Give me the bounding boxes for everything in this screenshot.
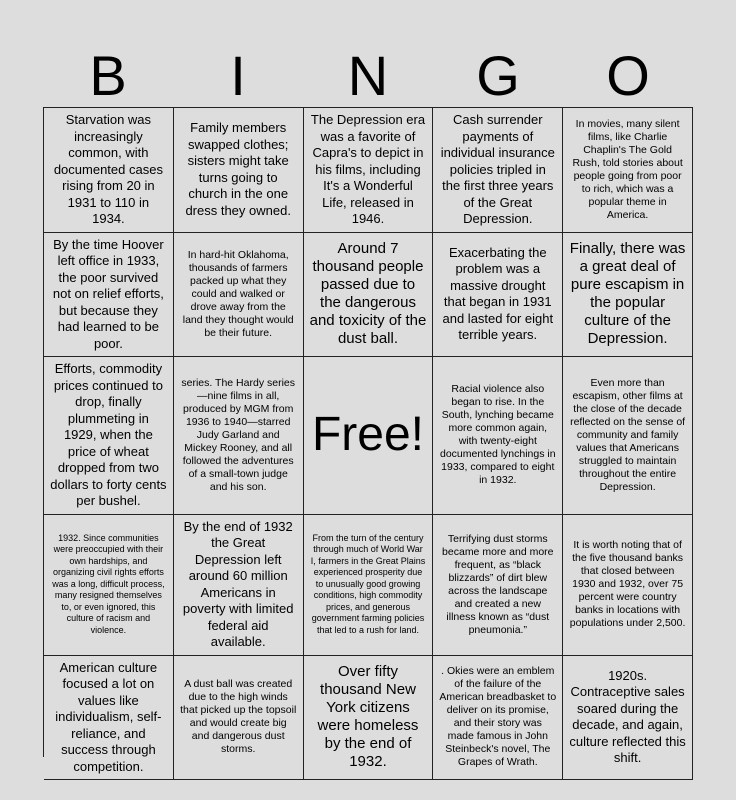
bingo-cell[interactable]: [174, 515, 304, 656]
bingo-cell[interactable]: [433, 656, 563, 781]
cell-text: In movies, many silent films, like Charlie Chaplin's The Gold Rush, told stories about people going from poor to rich, which was a popular theme in America.: [572, 117, 683, 221]
bingo-cell[interactable]: [174, 108, 304, 233]
cell-text: By the end of 1932 the Great Depression left around 60 million Americans in poverty with limited federal aid available.: [182, 518, 294, 649]
bingo-cell[interactable]: [44, 108, 174, 233]
bingo-cell[interactable]: [44, 656, 174, 781]
header-letter-n: N: [347, 44, 389, 107]
free-space-text: Free!: [311, 408, 424, 462]
bingo-cell[interactable]: [44, 233, 174, 358]
bingo-cell[interactable]: [174, 656, 304, 781]
header-letter-o: O: [606, 44, 650, 107]
bingo-cell[interactable]: [433, 515, 563, 656]
cell-text: Exacerbating the problem was a massive drought that began in 1931 and lasted for eight terrible years.: [442, 244, 554, 343]
cell-text: Even more than escapism, other films at the close of the decade reflected on the sense of community and family values that Americans struggled to maintain throughout the entire Depression.: [570, 376, 686, 493]
cell-text: Cash surrender payments of individual insurance policies tripled in the first three years of the Great Depression.: [440, 112, 555, 226]
bingo-card-grid: [43, 107, 693, 774]
bingo-cell[interactable]: [44, 357, 174, 515]
cell-text: series. The Hardy series—nine films in all, produced by MGM from 1936 to 1940—starred Judy Garland and Mickey Rooney, and all followed the adventures of a small-town judge and his son.: [181, 376, 295, 493]
cell-text: A dust ball was created due to the high winds that picked up the topsoil and would create big and dangerous dust storms.: [180, 678, 297, 756]
header-letter-g: G: [476, 44, 520, 107]
bingo-cell[interactable]: [44, 515, 174, 656]
bingo-cell[interactable]: [433, 357, 563, 515]
header-letter-i: I: [230, 44, 246, 107]
bingo-cell[interactable]: [304, 233, 434, 358]
cell-text: Starvation was increasingly common, with documented cases rising from 20 in 1931 to 110 in 1934.: [53, 112, 163, 226]
cell-text: Family members swapped clothes; sisters might take turns going to church in the one dress they owned.: [185, 120, 291, 218]
cell-text: 1932. Since communities were preoccupied with their own hardships, and organizing civil rights efforts was a long, difficult process, many resigned themselves to, or even ignored, this culture of racism and violence.: [52, 532, 165, 635]
cell-text: . Okies were an emblem of the failure of the American breadbasket to deliver on its promise, and their story was made famous in John Steinbeck's novel, The Grapes of Wrath.: [439, 665, 557, 769]
bingo-cell[interactable]: [174, 233, 304, 358]
cell-text: Racial violence also began to rise. In the South, lynching became more common again, with twenty-eight documented lynchings in 1933, compared to eight in 1932.: [440, 383, 556, 487]
cell-text: It is worth noting that of the five thousand banks that closed between 1930 and 1932, over 75 percent were country banks in locations with populations under 2,500.: [569, 539, 686, 629]
cell-text: Efforts, commodity prices continued to drop, finally plummeting in 1929, when the price of wheat dropped from two dollars to forty cents per bushel.: [50, 361, 167, 508]
bingo-cell[interactable]: [304, 656, 434, 781]
bingo-cell[interactable]: [563, 233, 693, 358]
cell-text: Terrifying dust storms became more and more frequent, as “black blizzards” of dirt blew across the landscape and created a new illness known as “dust pneumonia.”: [442, 532, 554, 636]
cell-text: By the time Hoover left office in 1933, the poor survived not on relief efforts, but because they had learned to be poor.: [52, 236, 164, 351]
bingo-cell[interactable]: [433, 233, 563, 358]
cell-text: Finally, there was a great deal of pure escapism in the popular culture of the Depression.: [569, 240, 686, 348]
bingo-cell[interactable]: [563, 108, 693, 233]
bingo-header: [43, 44, 693, 108]
cell-text: From the turn of the century through much of World War I, farmers in the Great Plains experienced prosperity due to unusually good growing conditions, high commodity prices, and generous government farming policies that led to a rush for land.: [310, 532, 426, 635]
header-letter-b: B: [89, 44, 127, 107]
cell-text: American culture focused a lot on values like individualism, self-reliance, and success through competition.: [55, 659, 162, 774]
bingo-cell[interactable]: [304, 108, 434, 233]
cell-text: Around 7 thousand people passed due to the dangerous and toxicity of the dust ball.: [309, 240, 427, 348]
free-space-cell[interactable]: [304, 357, 434, 515]
cell-text: In hard-hit Oklahoma, thousands of farmers packed up what they could and walked or drove away from the land they thought would be their future.: [182, 248, 294, 339]
bingo-cell[interactable]: [563, 515, 693, 656]
bingo-cell[interactable]: [174, 357, 304, 515]
cell-text: 1920s. Contraceptive sales soared during the decade, and again, culture reflected this shift.: [569, 667, 686, 766]
cell-text: The Depression era was a favorite of Capra's to depict in his films, including It's a Wonderful Life, released in 1946.: [310, 112, 426, 226]
bingo-cell[interactable]: [563, 357, 693, 515]
bingo-cell[interactable]: [304, 515, 434, 656]
bingo-cell[interactable]: [433, 108, 563, 233]
cell-text: Over fifty thousand New York citizens were homeless by the end of 1932.: [317, 663, 419, 771]
bingo-cell[interactable]: [563, 656, 693, 781]
